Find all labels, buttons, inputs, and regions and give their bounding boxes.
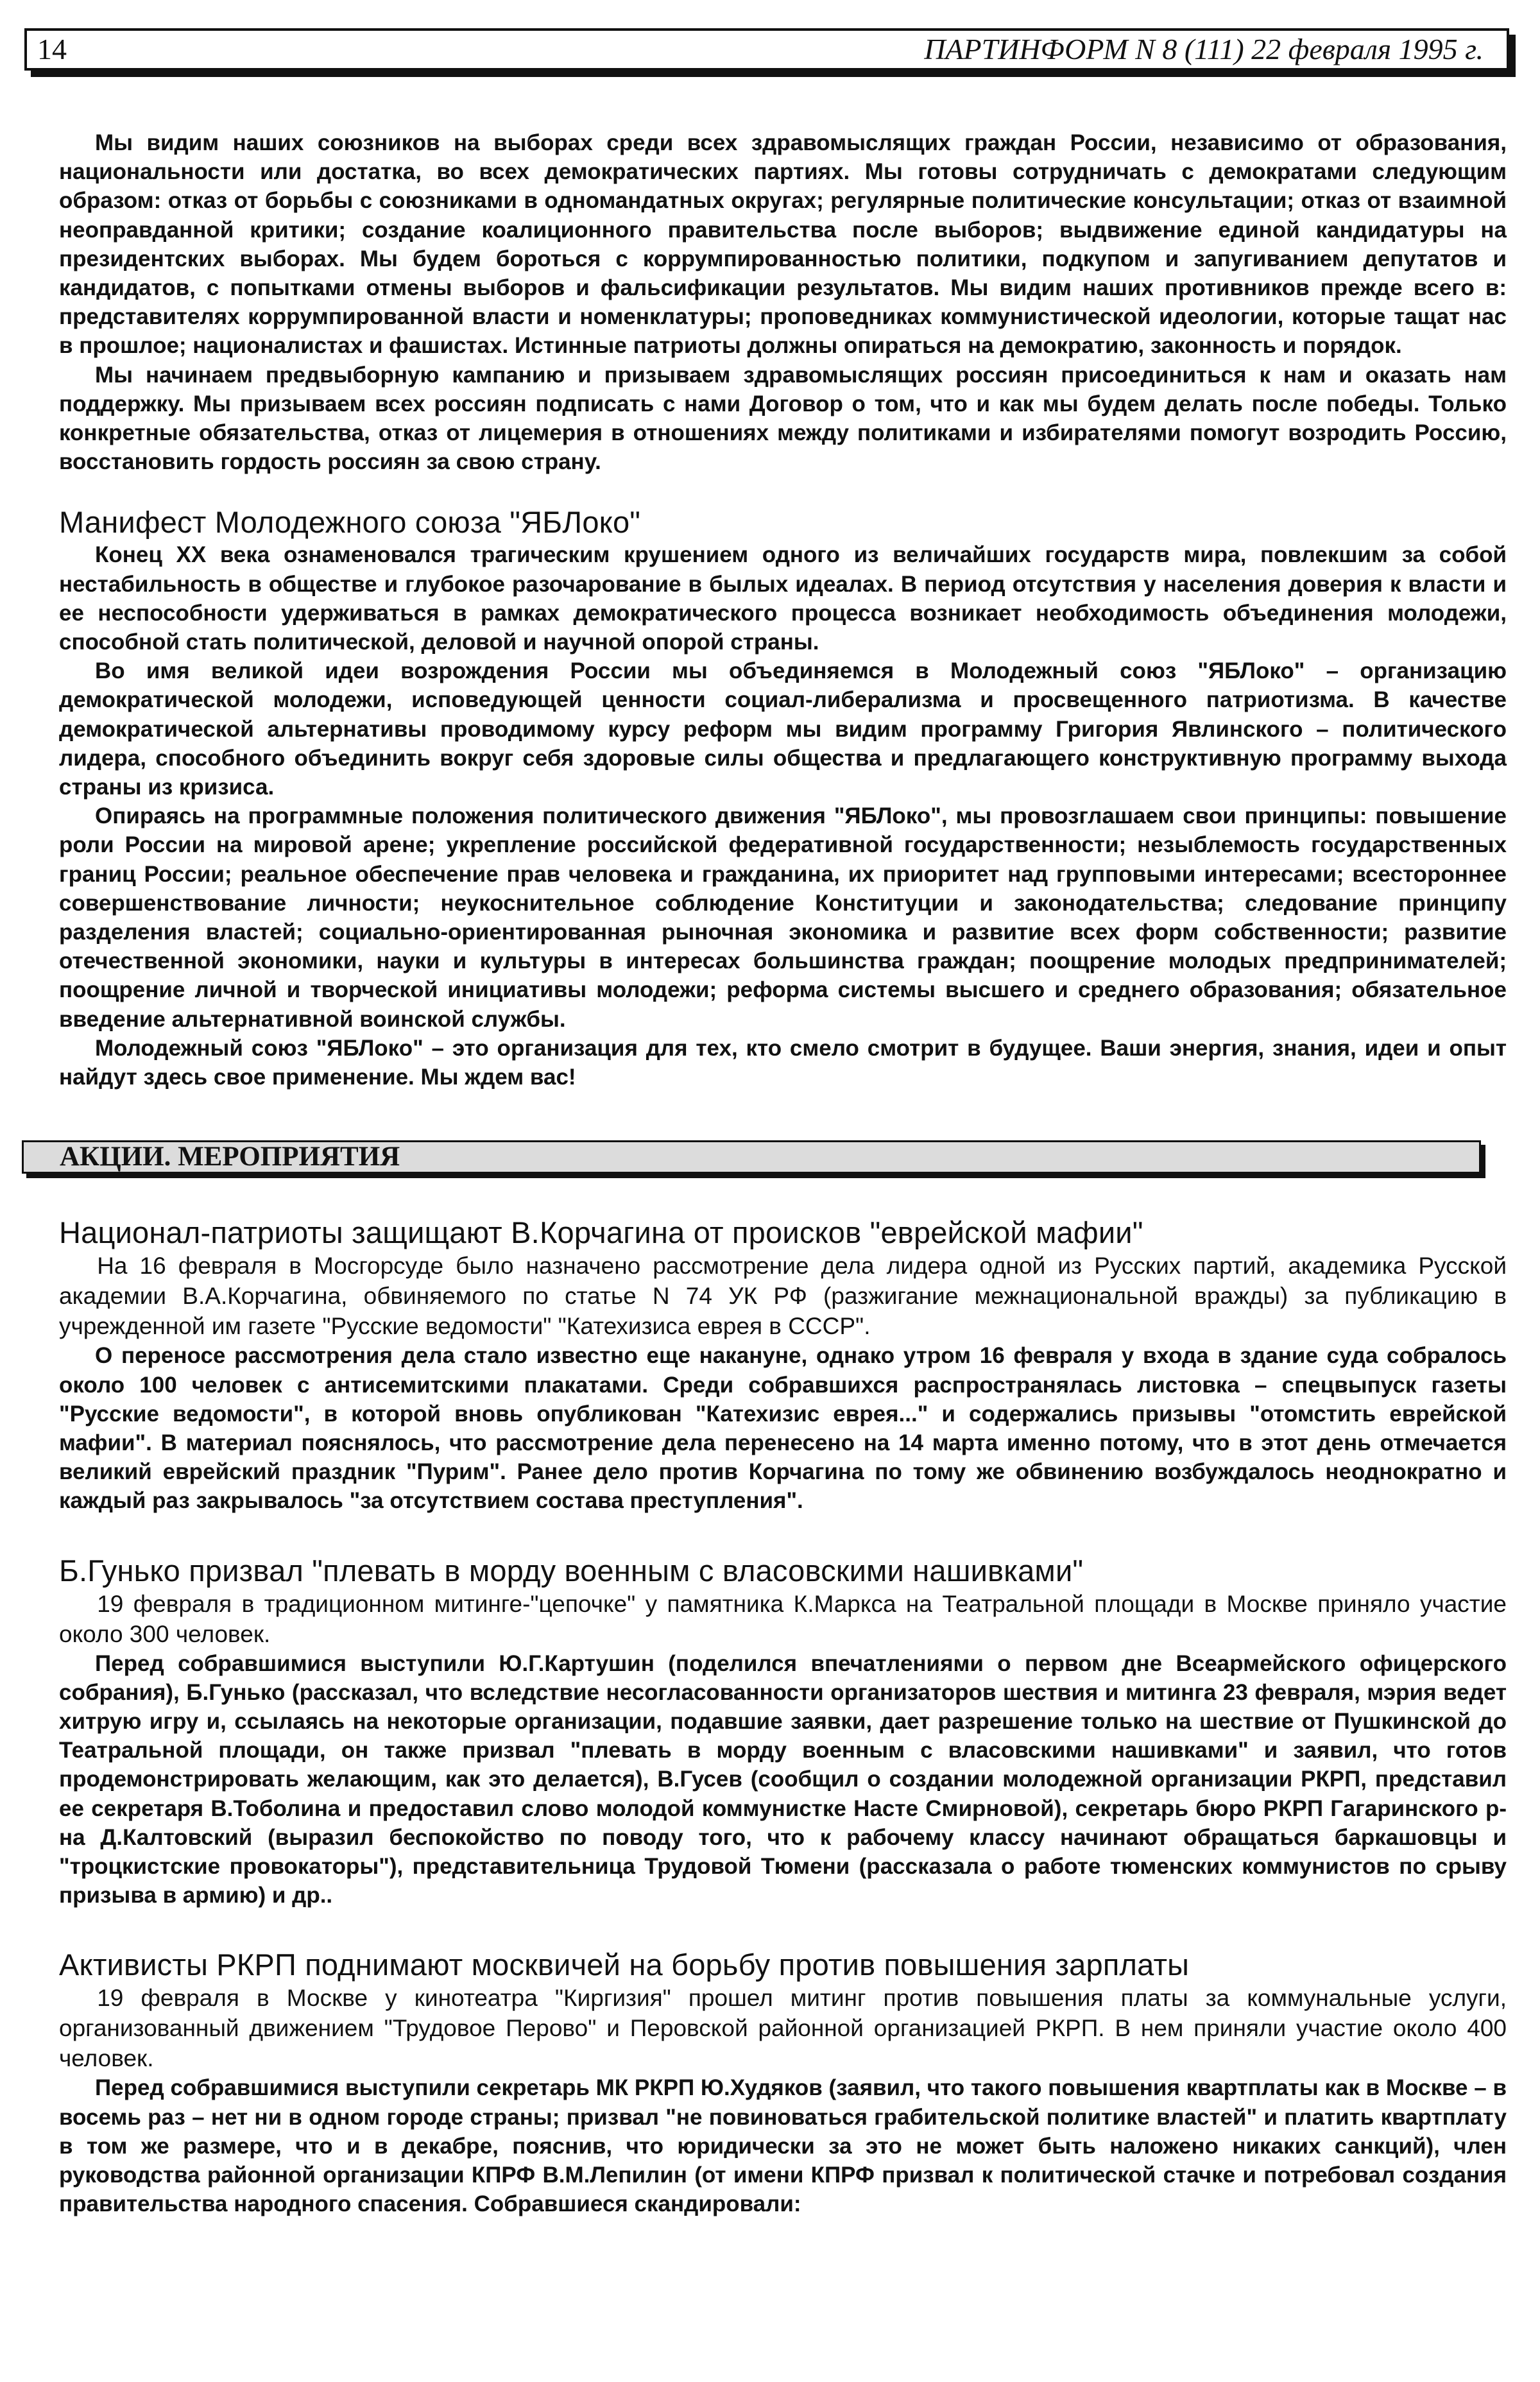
page-content [59, 128, 1507, 2218]
article-body: Перед собравшимися выступили секретарь МК РКРП Ю.Худяков (заявил, что такого повышения квартплаты как в Москве – в восемь раз – нет ни в одном городе страны; призвал "не повиноваться грабительской политике властей" и платить квартплату в том же размере, что и в декабре, пояснив, что юридически за это не может быть наложено никаких санкций), член руководства районной организации КПРФ В.М.Лепилин (от имени КПРФ призвал к политической стачке и потребовал создания правительства народного спасения. Собравшиеся скандировали: [59, 2075, 1507, 2217]
article-title: Активисты РКРП поднимают москвичей на борьбу против повышения зарплаты [59, 1948, 1190, 1982]
article-body: О переносе рассмотрения дела стало известно еще накануне, однако утром 16 февраля у входа в здание суда собралось около 100 человек с антисемитскими плакатами. Среди собравшихся распространялась листовка – спецвыпуск газеты "Русские ведомости", в которой вновь опубликован "Катехизис еврея..." и содержались призывы "отомстить еврейской мафии". В материал пояснялось, что рассмотрение дела перенесено на 14 марта именно потому, что в этот день отмечается великий еврейский праздник "Пурим". Ранее дело против Корчагина по тому же обвинению возбуждалось неоднократно и каждый раз закрывалось "за отсутствием состава преступления". [59, 1343, 1507, 1514]
article-title: Национал-патриоты защищают В.Корчагина от происков "еврейской мафии" [59, 1215, 1143, 1250]
page-header [24, 28, 1509, 71]
page-number: 14 [37, 33, 67, 65]
manifest-paragraph: Молодежный союз "ЯБЛоко" – это организация для тех, кто смело смотрит в будущее. Ваши энергия, знания, идеи и опыт найдут здесь свое применение. Мы ждем вас! [59, 1035, 1507, 1090]
intro-paragraph: Мы видим наших союзников на выборах среди всех здравомыслящих граждан России, независимо от образования, национальности или достатка, во всех демократических партиях. Мы готовы сотрудничать с демократами следующим образом: отказ от борьбы с союзниками в одномандатных округах; регулярные политические консультации; отказ от взаимной неоправданной критики; создание коалиционного правительства после выборов; выдвижение единой кандидатуры на президентских выборах. Мы будем бороться с коррумпированностью политики, подкупом и запугиванием депутатов и кандидатов, с попытками отмены выборов и фальсификации результатов. Мы видим наших противников прежде всего в: представителях коррумпированной власти и номенклатуры; проповедниках коммунистической идеологии, которые тащат нас в прошлое; националистах и фашистах. Истинные патриоты должны опираться на демократию, законность и порядок. [59, 130, 1507, 359]
manifest-paragraph: Конец XX века ознаменовался трагическим крушением одного из величайших государств мира, повлекшим за собой нестабильность в обществе и глубокое разочарование в былых идеалах. В период отсутствия у населения доверия к власти и ее неспособности удерживаться в рамках демократического процесса возникает необходимость объединения молодежи, способной стать политической, деловой и научной опорой страны. [59, 542, 1507, 655]
manifest-paragraph: Опираясь на программные положения политического движения "ЯБЛоко", мы провозглашаем свои принципы: повышение роли России на мировой арене; укрепление российской федеративной государственности; незыблемость государственных границ России; реальное обеспечение прав человека и гражданина, их приоритет над групповыми интересами; всестороннее совершенствование личности; неукоснительное соблюдение Конституции и законодательства; следование принципу разделения властей; социально-ориентированная рыночная экономика и развитие всех форм собственности; развитие отечественной экономики, науки и культуры в интересах большинства граждан; поощрение молодых предпринимателей; поощрение личной и творческой инициативы молодежи; реформа системы высшего и среднего образования; обязательное введение альтернативной воинской службы. [59, 803, 1507, 1032]
article-title: Б.Гунько призвал "плевать в морду военным с власовскими нашивками" [59, 1553, 1084, 1588]
issue-line: ПАРТИНФОРМ N 8 (111) 22 февраля 1995 г. [924, 33, 1484, 65]
article-lead: 19 февраля в Москве у кинотеатра "Киргизия" прошел митинг против повышения платы за коммунальные услуги, организованный движением "Трудовое Перово" и Перовской районной организацией РКРП. В нем приняли участие около 400 человек. [59, 1985, 1507, 2072]
manifest-title: Манифест Молодежного союза "ЯБЛоко" [59, 505, 641, 540]
section-header [22, 1140, 1481, 1174]
article-lead: На 16 февраля в Мосгорсуде было назначено рассмотрение дела лидера одной из Русских партий, академика Русской академии В.А.Корчагина, обвиняемого по статье N 74 УК РФ (разжигание межнациональной вражды) за публикацию в учрежденной им газете "Русские ведомости" "Катехизиса еврея в СССР". [59, 1253, 1507, 1340]
article-lead: 19 февраля в традиционном митинге-"цепочке" у памятника К.Маркса на Театральной площади в Москве приняло участие около 300 человек. [59, 1590, 1507, 1647]
section-title: АКЦИИ. МЕРОПРИЯТИЯ [60, 1142, 400, 1172]
article-body: Перед собравшимися выступили Ю.Г.Картушин (поделился впечатлениями о первом дне Всеармейского офицерского собрания), Б.Гунько (рассказал, что вследствие несогласованности организаторов шествия и митинга 23 февраля, мэрия ведет хитрую игру и, ссылаясь на некоторые организации, подавшие заявки, дает разрешение только на шествие от Пушкинской до Театральной площади, он также призвал "плевать в морду военным с власовскими нашивками" и заявил, что готов продемонстрировать желающим, как это делается), В.Гусев (сообщил о создании молодежной организации РКРП, представил ее секретаря В.Тоболина и предоставил слово молодой коммунистке Насте Смирновой), секретарь бюро РКРП Гагаринского р-на Д.Калтовский (выразил беспокойство по поводу того, что к рабочему классу начинают обращаться баркашовцы и "троцкистские провокаторы"), представительница Трудовой Тюмени (рассказала о работе тюменских коммунистов по срыву призыва в армию) и др.. [59, 1650, 1507, 1908]
intro-paragraph: Мы начинаем предвыборную кампанию и призываем здравомыслящих россиян присоединиться к нам и оказать нам поддержку. Мы призываем всех россиян подписать с нами Договор о том, что и как мы будем делать после победы. Только конкретные обязательства, отказ от лицемерия в отношениях между политиками и избирателями помогут возродить Россию, восстановить гордость россиян за свою страну. [59, 362, 1507, 475]
manifest-paragraph: Во имя великой идеи возрождения России мы объединяемся в Молодежный союз "ЯБЛоко" – организацию демократической молодежи, исповедующей ценности социал-либерализма и просвещенного патриотизма. В качестве демократической альтернативы проводимому курсу реформ мы видим программу Григория Явлинского – политического лидера, способного объединить вокруг себя здоровые силы общества и предлагающего конструктивную программу выхода страны из кризиса. [59, 658, 1507, 800]
